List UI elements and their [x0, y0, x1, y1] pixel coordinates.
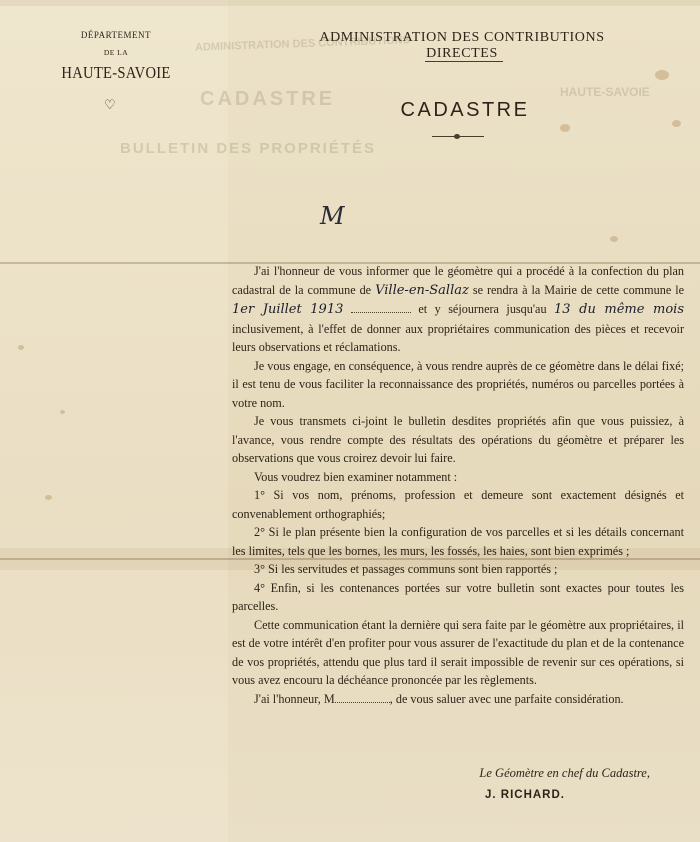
paragraph-final: Cette communication étant la dernière qui sera faite par le géomètre aux propriétaires, il est de votre intérêt d'en profiter pour vous assurer de l'exactitude du plan et de la contenance de vos propriétés, attendu que plus tard il serait impossible de revenir sur ces opérations, si vous avez encouru la déchéance prononcée par les règlements.: [232, 617, 684, 687]
dotted-blank: [335, 702, 390, 703]
paragraph-bulletin: Je vous transmets ci-joint le bulletin desdites propriétés afin que vous puissiez, à l'avance, vous rendre compte des résultats des opérations du géomètre et préparer les observations que vous croirez devoir lui faire.: [232, 414, 684, 465]
handwritten-date-to: 13 du même mois: [554, 302, 684, 317]
heart-ornament-icon: ♡: [104, 97, 116, 112]
paragraph-engagement: Je vous engage, en conséquence, à vous rendre auprès de ce géomètre dans le délai fixé; il est tenu de vous faciliter la reconnaissance des propriétés, numéros ou parcelles portées à votre nom.: [232, 358, 684, 410]
foxing-spot: [610, 236, 618, 242]
heading-rule: [425, 61, 503, 62]
bleed-through-text: HAUTE-SAVOIE: [560, 85, 650, 99]
department-name: HAUTE-SAVOIE: [61, 63, 171, 82]
list-item: 3° Si les servitudes et passages communs sont bien rapportés ;: [254, 562, 558, 576]
foxing-spot: [672, 120, 681, 127]
handwritten-commune: Ville-en-Sallaz: [375, 282, 469, 298]
list-item: 4° Enfin, si les contenances portées sur votre bulletin sont exactes pour toutes les parcelles.: [232, 580, 684, 613]
dotted-blank: [351, 312, 411, 313]
foxing-spot: [60, 410, 65, 414]
paragraph-notice: J'ai l'honneur de vous informer que le géomètre qui a procédé à la confection du plan cadastral de la commune de Ville-en-Sallaz se rendra à la Mairie de cette commune le 1er Juillet 1913 et y séjournera jusqu'au 13 du même mois inclusivement, à l'effet de donner aux propriétaires communication des pièces et recevoir leurs observations et réclamations.: [232, 264, 685, 354]
list-item: 1° Si vos nom, prénoms, profession et demeure sont exactement désignés et convenablement orthographiés;: [232, 488, 684, 521]
foxing-spot: [18, 345, 24, 350]
handwritten-date-from: 1er Juillet 1913: [232, 302, 344, 317]
bleed-through-text: ADMINISTRATION DES CONTRIBUTIONS: [194, 34, 411, 54]
bleed-through-text: BULLETIN DES PROPRIÉTÉS: [120, 140, 377, 157]
department-label: DÉPARTEMENT: [80, 30, 152, 40]
paragraph-examine: Vous voudrez bien examiner notamment :: [254, 469, 458, 484]
bleed-through-text: CADASTRE: [200, 88, 336, 110]
left-margin-tint: [0, 0, 228, 842]
list-item: 2° Si le plan présente bien la configuration de vos parcelles et si les détails concernant les limites, tels que les bornes, les murs, les fossés, les haies, sont bien exprimés ;: [232, 525, 684, 558]
signatory-name: J. RICHARD.: [484, 789, 565, 801]
department-article: DE LA: [103, 48, 129, 57]
signatory-title: Le Géomètre en chef du Cadastre,: [479, 766, 650, 780]
foxing-spot: [45, 495, 52, 500]
salutation: M: [320, 202, 345, 230]
foxing-spot: [655, 70, 669, 80]
closing-line: J'ai l'honneur, M , de vous saluer avec une parfaite considération.: [254, 691, 624, 706]
service-title: CADASTRE: [400, 99, 530, 121]
foxing-spot: [560, 124, 570, 132]
top-edge: [0, 0, 700, 6]
letter-body: [232, 262, 684, 708]
title-ornament-rule: [432, 136, 484, 137]
administration-heading: ADMINISTRATION DES CONTRIBUTIONS DIRECTES: [319, 30, 605, 61]
